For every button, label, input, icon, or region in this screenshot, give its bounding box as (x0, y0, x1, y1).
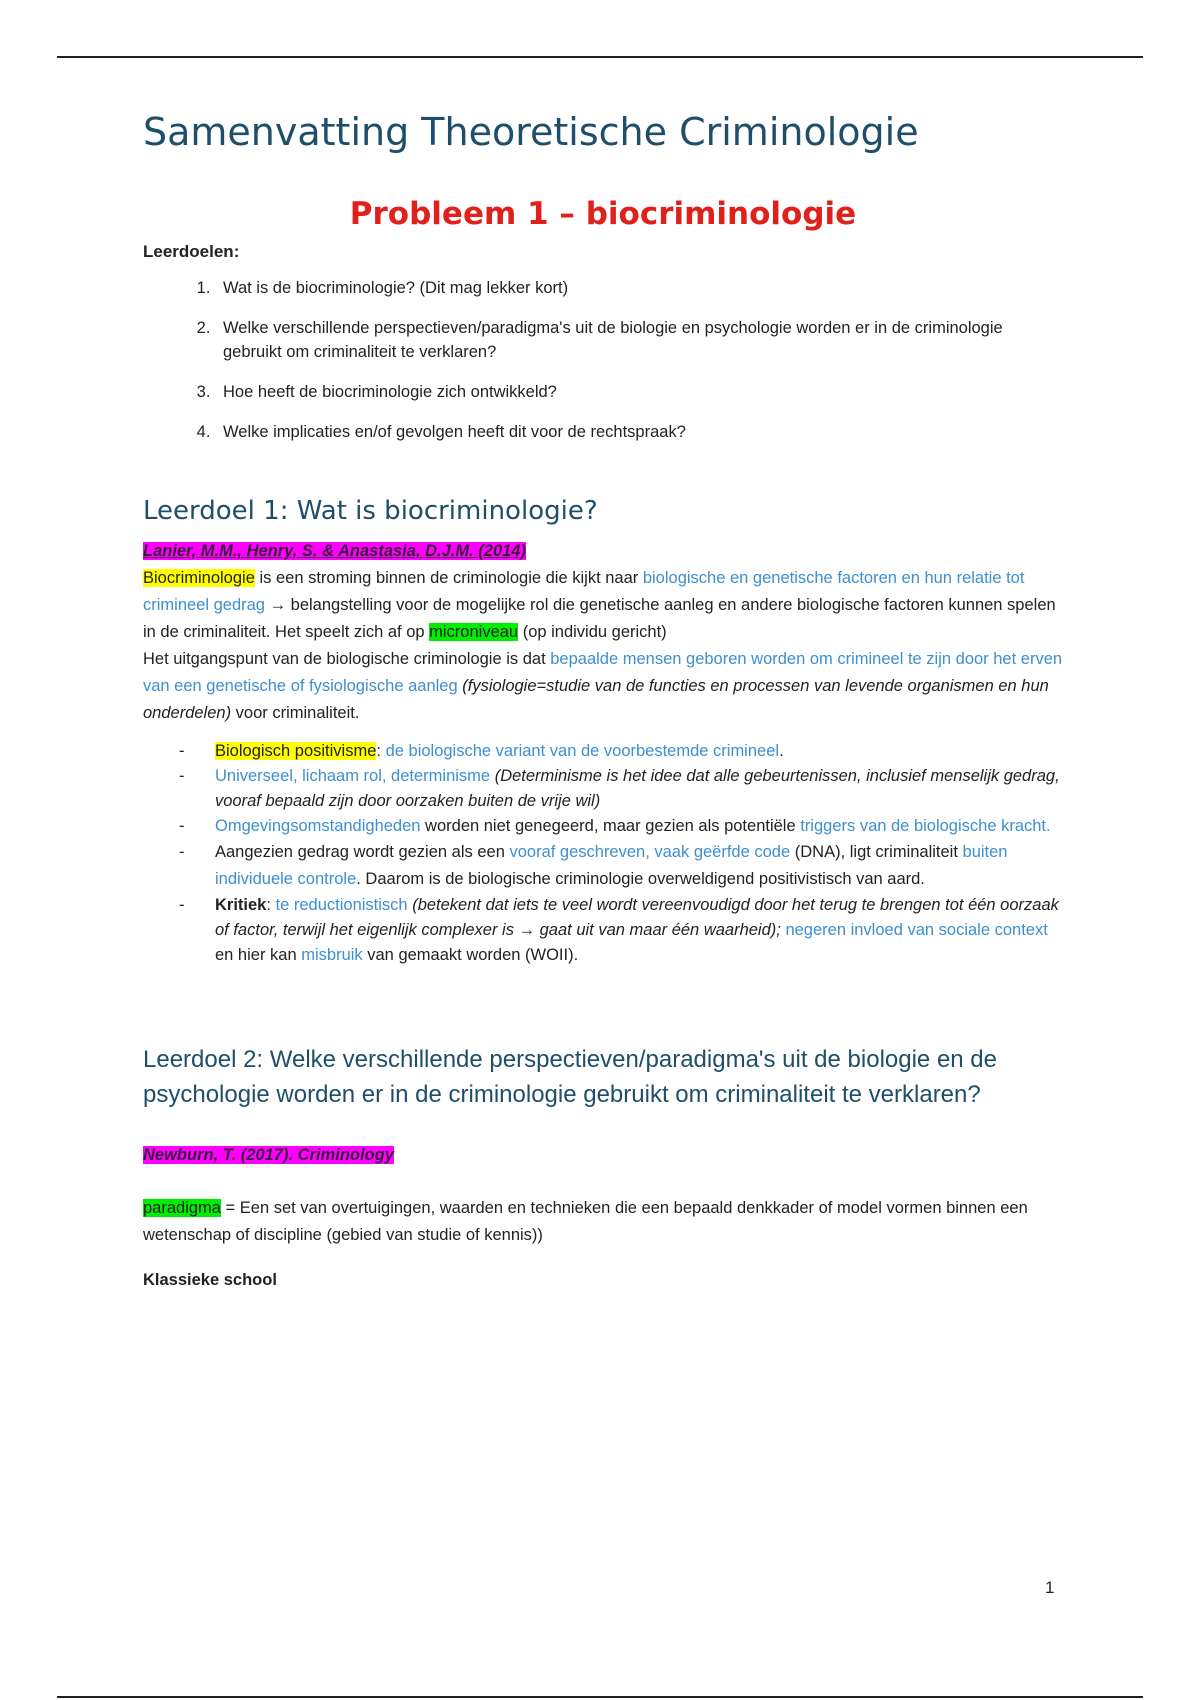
text-run: (DNA), ligt criminaliteit (790, 843, 963, 861)
section2-subheading: Klassieke school (143, 1271, 277, 1289)
text-run: vooraf geschreven, vaak geërfde code (509, 843, 791, 861)
section1-heading: Leerdoel 1: Wat is biocriminologie? (143, 496, 598, 526)
section1-paragraph-2 (143, 646, 1063, 727)
text-run: voor criminaliteit. (231, 704, 360, 722)
text-run: → belangstelling voor de mogelijke rol die genetische aanleg en andere biologische factoren kunnen spelen in de criminaliteit. Het speelt zich af op (143, 596, 1056, 641)
bullet-item (215, 814, 1063, 839)
text-run: triggers van de biologische kracht (800, 817, 1047, 835)
problem-heading: Probleem 1 – biocriminologie (349, 196, 857, 232)
text-run: Universeel, lichaam rol, determinisme (215, 767, 491, 785)
highlight-term: Biologisch positivisme (215, 742, 377, 760)
text-run: en hier kan (215, 946, 302, 964)
bullet-item (215, 739, 1063, 764)
goal-item: 3. Hoe heeft de biocriminologie zich ontwikkeld? (215, 380, 1063, 404)
text-run: Aangezien gedrag wordt gezien als een (215, 843, 510, 861)
highlight-term: microniveau (429, 623, 519, 641)
text-run: te reductionistisch (275, 896, 408, 914)
section1-paragraph-1 (143, 565, 1063, 646)
text-run: worden niet genegeerd, maar gezien als potentiële (420, 817, 801, 835)
text-run: van gemaakt worden (WOII). (362, 946, 579, 964)
text-run: misbruik (301, 946, 363, 964)
bullet-item (215, 893, 1063, 968)
section1-bullets (143, 739, 1063, 968)
goal-item: 1. Wat is de biocriminologie? (Dit mag lekker kort) (215, 276, 1063, 300)
goal-item: 4. Welke implicaties en/of gevolgen heeft dit voor de rechtspraak? (215, 420, 1063, 444)
bottom-rule (57, 1696, 1143, 1698)
highlight-term: Biocriminologie (143, 569, 255, 587)
spacer (143, 1169, 1063, 1195)
highlight-term: paradigma (143, 1199, 221, 1217)
text-run: Kritiek (215, 896, 267, 914)
document-title: Samenvatting Theoretische Criminologie (143, 110, 919, 154)
document-page (143, 100, 1063, 1294)
section2-source (143, 1142, 1063, 1169)
text-run: Het uitgangspunt van de biologische criminologie is dat (143, 650, 551, 668)
section1-source (143, 538, 1063, 565)
text-run: de biologische variant van de voorbestemde crimineel (385, 742, 780, 760)
text-run: biologische en genetische factoren en hun relatie tot crimineel gedrag (143, 569, 1025, 614)
section2-heading: Leerdoel 2: Welke verschillende perspectieven/paradigma's uit de biologie en de psychologie worden er in de criminologie gebruikt om criminaliteit te verklaren? (143, 1046, 998, 1108)
source-citation: Newburn, T. (2017). Criminology (143, 1146, 394, 1164)
text-run: (fysiologie=studie van de functies en processen van levende organismen en hun onderdelen) (143, 677, 1049, 722)
text-run: : (266, 896, 276, 914)
text-run: Omgevingsomstandigheden (215, 817, 421, 835)
bullet-item (215, 764, 1063, 814)
goals-list (143, 276, 1063, 444)
leerdoelen-label: Leerdoelen: (143, 242, 240, 261)
text-run: buiten individuele controle (215, 843, 1008, 888)
text-run: is een stroming binnen de criminologie die kijkt naar (254, 569, 643, 587)
text-run: (op individu gericht) (518, 623, 667, 641)
source-citation: Lanier, M.M., Henry, S. & Anastasia, D.J.M. (2014) (143, 542, 526, 560)
text-run: . Daarom is de biologische criminologie overweldigend positivistisch van aard. (356, 870, 925, 888)
text-run: . (1046, 817, 1051, 835)
text-run: : (376, 742, 386, 760)
text-run: (Determinisme is het idee dat alle gebeurtenissen, inclusief menselijk gedrag, vooraf bepaald zijn door oorzaken buiten de vrije wil) (215, 767, 1060, 810)
text-run: = Een set van overtuigingen, waarden en technieken die een bepaald denkkader of model vormen binnen een wetenschap of discipline (gebied van studie of kennis)) (143, 1199, 1028, 1244)
text-run: (betekent dat iets te veel wordt vereenvoudigd door het terug te brengen tot één oorzaak of factor, terwijl het eigenlijk complexer is → gaat uit van maar één waarheid); (215, 896, 1059, 939)
page-number: 1 (1045, 1578, 1055, 1597)
text-run: negeren invloed van sociale context (785, 921, 1048, 939)
bullet-item (215, 839, 1063, 893)
text-run: bepaalde mensen geboren worden om crimineel te zijn door het erven van een genetische of fysiologische aanleg (143, 650, 1063, 695)
text-run: . (779, 742, 784, 760)
top-rule (57, 56, 1143, 58)
goal-item: 2. Welke verschillende perspectieven/paradigma's uit de biologie en psychologie worden er in de criminologie gebruikt om criminaliteit te verklaren? (215, 316, 1063, 364)
section2-definition (143, 1195, 1063, 1249)
